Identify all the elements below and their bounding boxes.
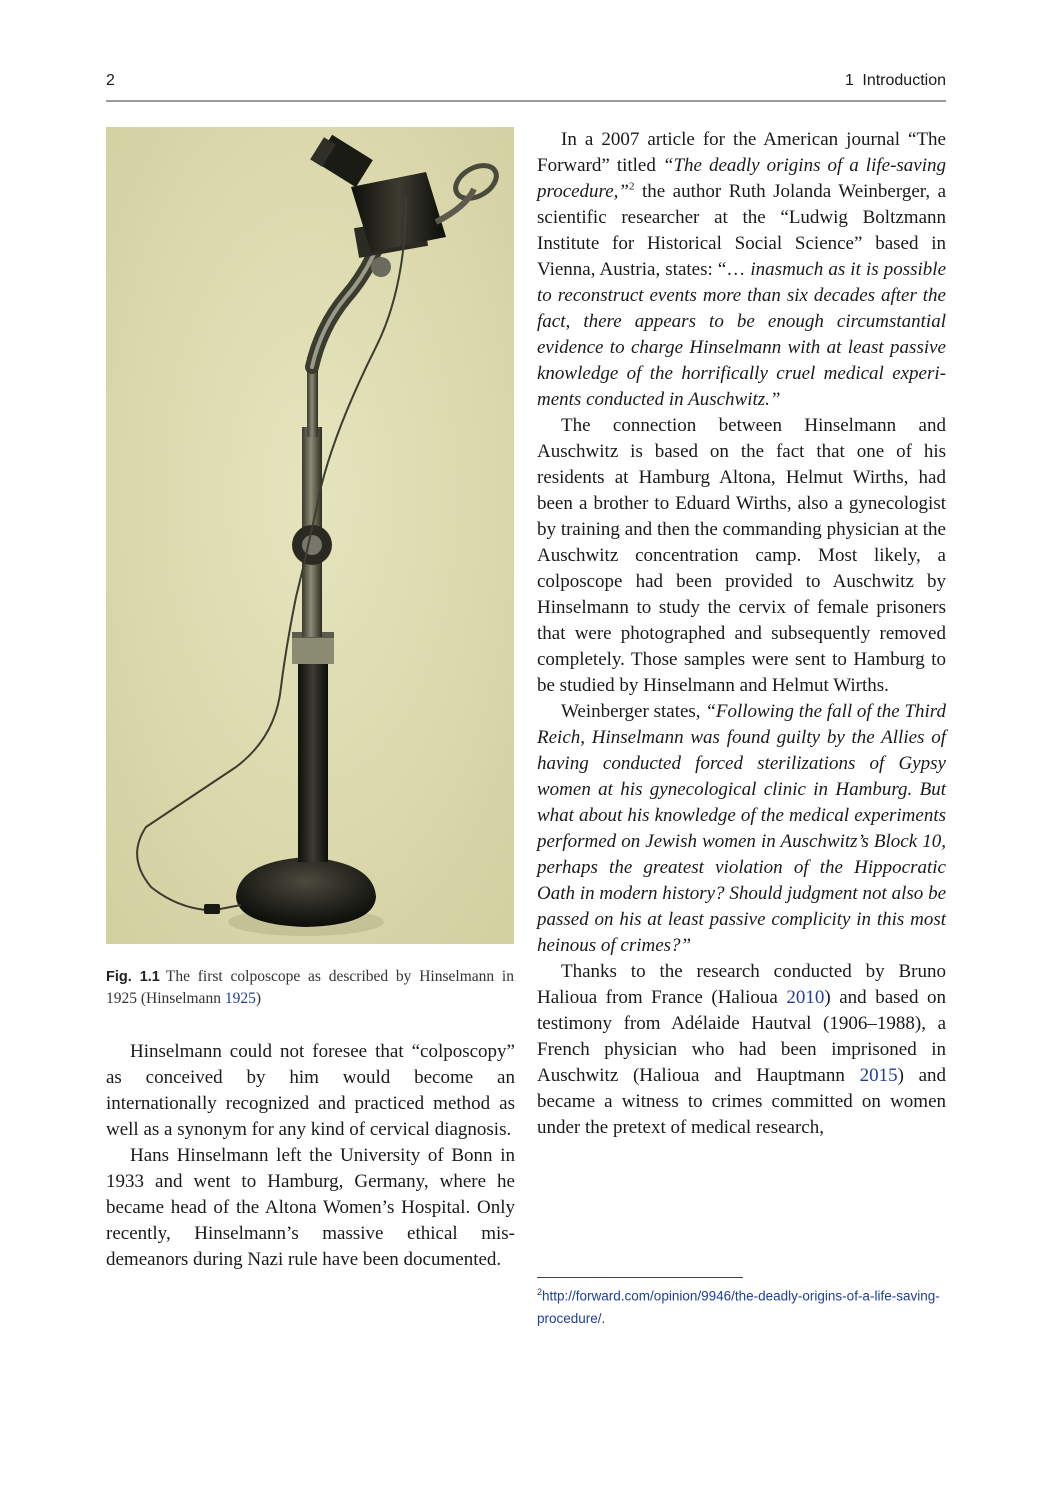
header-rule bbox=[106, 100, 946, 102]
colposcope-photo bbox=[106, 127, 514, 944]
citation-link[interactable]: 1925 bbox=[224, 990, 256, 1007]
text-run: Weinberger states, bbox=[561, 701, 706, 722]
paragraph bbox=[537, 699, 946, 959]
footnote-marker[interactable]: 2 bbox=[629, 180, 635, 193]
page-number: 2 bbox=[106, 72, 115, 89]
paragraph: Hans Hinselmann left the University of Bonn in 1933 and went to Hamburg, Germany, where he became head of the Altona Women’s Hospital. Only recently, Hinselmann’s massive ethical misdemeanors during Nazi rule have been documented. bbox=[106, 1145, 515, 1270]
chapter-title: 1 Introduction bbox=[845, 72, 946, 89]
footnote bbox=[537, 1281, 946, 1330]
caption-end: ) bbox=[255, 990, 261, 1007]
caption-text: The first colposcope as described by Hinselmann in 1925 (Hinselmann bbox=[106, 968, 514, 1007]
figure-caption bbox=[106, 966, 514, 1010]
paragraph: Hinselmann could not foresee that “colposcopy” as conceived by him would become an internationally recognized and practiced method as well as a synonym for any kind of cervical diagnosis. bbox=[106, 1041, 515, 1140]
running-header bbox=[106, 72, 946, 100]
citation-link[interactable]: 2015 bbox=[859, 1065, 898, 1086]
left-column bbox=[106, 1039, 515, 1273]
footnote-rule bbox=[537, 1277, 743, 1278]
text-run: Thanks to the research conducted by Bruno Halioua from France (Halioua bbox=[537, 961, 946, 1008]
figure-label: Fig. 1.1 bbox=[106, 969, 160, 985]
text-run: ) and based on testimony from Adélaide Hautval (1906–1988), a French physician who had been imprisoned in Auschwitz (Halioua and Hauptmann bbox=[537, 987, 946, 1086]
text-run: ) and became a witness to crimes committed on women under the pretext of medical research, bbox=[537, 1065, 947, 1138]
paragraph bbox=[537, 127, 946, 413]
right-column bbox=[537, 127, 946, 1141]
text-run: In a 2007 article for the American journal “The Forward” titled bbox=[537, 129, 946, 176]
paragraph: The connection between Hinselmann and Auschwitz is based on the fact that one of his residents at Hamburg Altona, Helmut Wirths, had been a brother to Eduard Wirths, also a gynecologist by training and then the commanding physician at the Auschwitz concentration camp. Most likely, a colposcope had been provided to Auschwitz by Hinselmann to study the cervix of female prisoners that were photographed and subsequently removed completely. Those samples were sent to Hamburg to be studied by Hinselmann and Helmut Wirths. bbox=[537, 415, 946, 696]
article-title: “The deadly origins of a life-saving procedure,” bbox=[537, 155, 946, 202]
text-run: the author Ruth Jolanda Weinberger, a scientific researcher at the “Ludwig Boltzmann Institute for Historical Social Science” based in Vienna, Austria, states: “… bbox=[537, 181, 946, 280]
footnote-url[interactable]: http://forward.com/opinion/9946/the-deadly-origins-of-a-life-saving-procedure/. bbox=[537, 1288, 940, 1326]
citation-link[interactable]: 2010 bbox=[786, 987, 825, 1008]
quotation: “Following the fall of the Third Reich, Hinselmann was found guilty by the Allies of having conducted forced sterilizations of Gypsy women at his gynecological clinic in Hamburg. But what about his knowledge of the medical experiments performed on Jewish women in Auschwitz’s Block 10, perhaps the greatest violation of the Hippocratic Oath in modern history? Should judgment not also be passed on his at least passive complicity in this most heinous of crimes?” bbox=[537, 701, 946, 956]
paragraph bbox=[537, 959, 946, 1141]
quotation: inasmuch as it is possible to reconstruct events more than six decades after the fact, there appears to be enough circumstantial evidence to charge Hinselmann with at least passive knowledge of the horrifically cruel medical experiments conducted in Auschwitz.” bbox=[537, 259, 946, 410]
footnote-number: 2 bbox=[537, 1287, 543, 1297]
